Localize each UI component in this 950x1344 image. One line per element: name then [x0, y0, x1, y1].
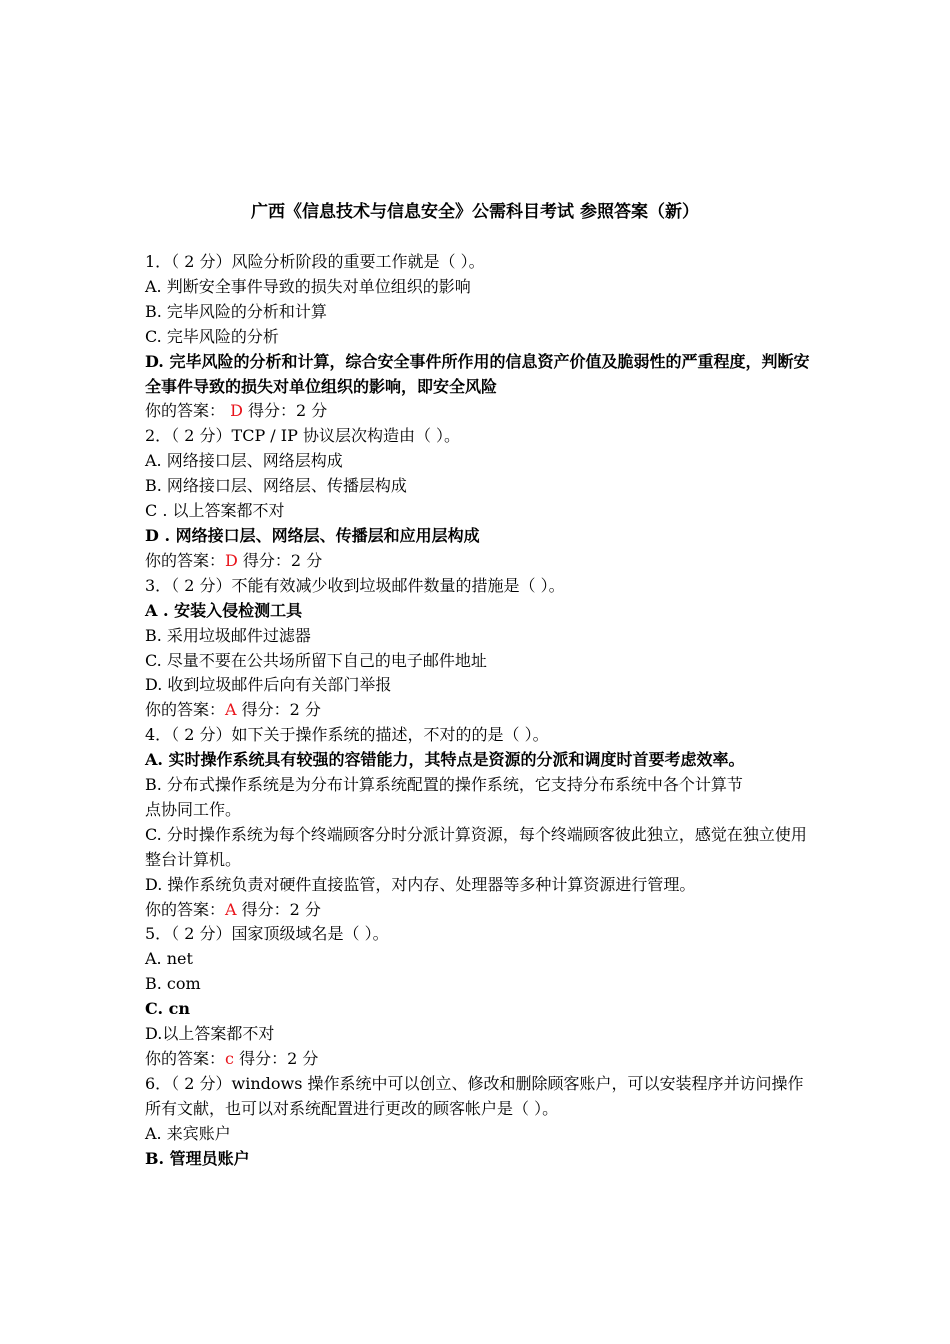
option-d-correct: D. 完毕风险的分析和计算，综合安全事件所作用的信息资产价值及脆弱性的严重程度，判断安全事件导致的损失对单位组织的影响，即安全风险 [145, 351, 810, 396]
answer-line [145, 549, 815, 574]
question-text: 3．（ 2 分）不能有效减少收到垃圾邮件数量的措施是（ ）。 [145, 575, 565, 595]
option-c: C . 以上答案都不对 [145, 501, 285, 521]
answer-value: D [230, 401, 243, 421]
score-text: 得分：2 分 [237, 550, 323, 570]
answer-line [145, 698, 815, 723]
answer-label: 你的答案： [145, 899, 226, 919]
option-a: A. 判断安全事件导致的损失对单位组织的影响 [145, 276, 471, 296]
score-text: 得分：2 分 [233, 1049, 319, 1068]
option-d: D. 收到垃圾邮件后向有关部门举报 [145, 675, 392, 695]
answer-line [145, 1047, 815, 1072]
answer-value: A [225, 899, 237, 919]
answer-label: 你的答案： [145, 1049, 226, 1068]
document-title: 广西《信息技术与信息安全》公需科目考试 参照答案（新） [251, 202, 699, 222]
option-a-correct: A. 实时操作系统具有较强的容错能力，其特点是资源的分派和调度时首要考虑效率。 [145, 750, 745, 770]
option-b: B. 网络接口层、网络层、传播层构成 [145, 476, 407, 496]
score-text: 得分：2 分 [236, 899, 321, 919]
option-c: C. 完毕风险的分析 [145, 326, 279, 346]
option-d-correct: D . 网络接口层、网络层、传播层和应用层构成 [145, 525, 480, 545]
option-b: B. 采用垃圾邮件过滤器 [145, 625, 311, 645]
option-c-correct: C. cn [145, 999, 190, 1019]
option-b: B. 完毕风险的分析和计算 [145, 301, 327, 321]
answer-value: c [225, 1049, 234, 1068]
question-text: 6．（ 2 分）windows 操作系统中可以创立、修改和删除顾客账户，可以安装程序并访问操作所有文献，也可以对系统配置进行更改的顾客帐户是（ ）。 [145, 1073, 804, 1118]
option-d: D.以上答案都不对 [145, 1024, 275, 1044]
question-text: 4．（ 2 分）如下关于操作系统的描述，不对的的是（ ）。 [145, 725, 549, 745]
answer-line [145, 399, 815, 424]
question-block [145, 1072, 815, 1172]
answer-line [145, 898, 815, 923]
answer-value: D [225, 550, 238, 570]
option-a-correct: A . 安装入侵检测工具 [145, 600, 303, 620]
score-text: 得分：2 分 [236, 700, 321, 720]
option-c: C. 尽量不要在公共场所留下自己的电子邮件地址 [145, 650, 487, 670]
option-a: A. 来宾账户 [145, 1123, 231, 1143]
option-a: A. net [145, 949, 193, 969]
question-block [145, 250, 815, 424]
option-b-correct: B. 管理员账户 [145, 1148, 250, 1168]
answer-label: 你的答案： [145, 550, 226, 570]
question-block [145, 723, 815, 922]
question-text: 5．（ 2 分）国家顶级域名是（ ）。 [145, 924, 389, 944]
question-block [145, 922, 815, 1071]
option-d: D. 操作系统负责对硬件直接监管，对内存、处理器等多种计算资源进行管理。 [145, 874, 696, 894]
score-text: 得分：2 分 [242, 401, 328, 421]
question-block [145, 574, 815, 723]
answer-value: A [225, 700, 237, 720]
document-body [145, 250, 815, 1172]
option-b: B. 分布式操作系统是为分布计算系统配置的操作系统，它支持分布系统中各个计算节 [145, 775, 743, 795]
option-b-continued: 点协同工作。 [145, 799, 242, 819]
answer-label: 你的答案： [145, 401, 231, 421]
question-text: 2．（ 2 分）TCP / IP 协议层次构造由（ ）。 [145, 426, 461, 446]
question-text: 1．（ 2 分）风险分析阶段的重要工作就是（ ）。 [145, 252, 485, 271]
option-b: B. com [145, 974, 201, 994]
option-a: A. 网络接口层、网络层构成 [145, 451, 343, 471]
answer-label: 你的答案： [145, 700, 226, 720]
question-block [145, 424, 815, 573]
option-c: C. 分时操作系统为每个终端顾客分时分派计算资源，每个终端顾客彼此独立，感觉在独立使用整台计算机。 [145, 824, 807, 869]
